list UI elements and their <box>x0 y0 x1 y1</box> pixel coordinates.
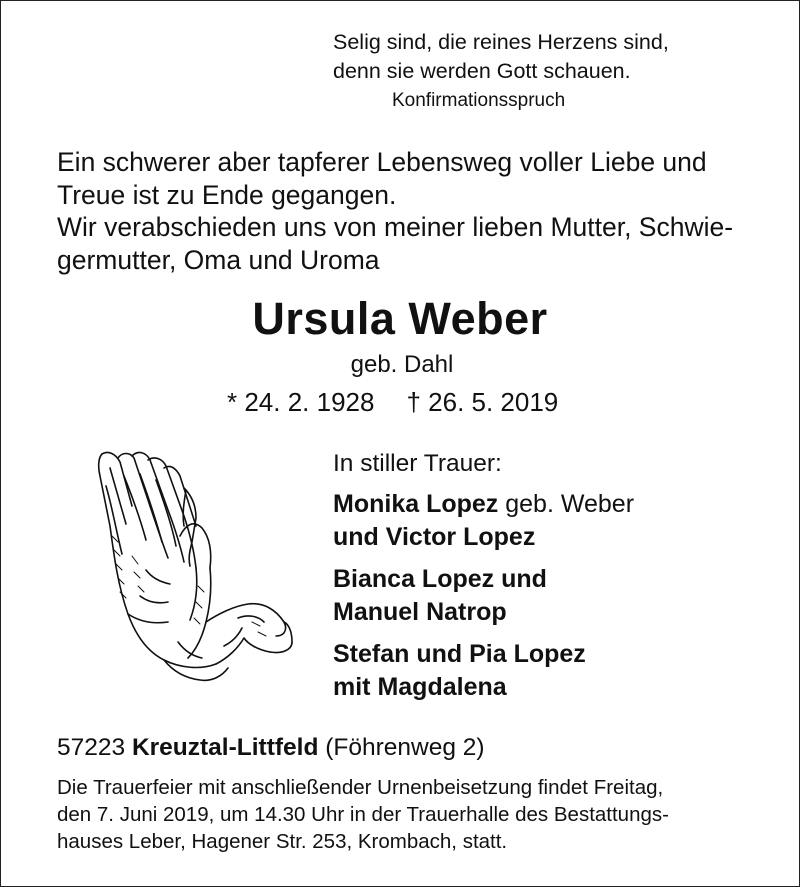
mourner-line <box>333 488 634 521</box>
intro-line: Ein schwerer aber tapferer Lebensweg voller Liebe und <box>57 147 707 177</box>
mourner-line: Stefan und Pia Lopez <box>333 640 586 668</box>
mourner-name: Monika Lopez <box>333 490 499 518</box>
mourner-line: Manuel Natrop <box>333 597 507 626</box>
address-line <box>57 734 485 762</box>
service-info <box>57 774 669 855</box>
life-dates <box>227 387 558 418</box>
bible-verse <box>333 28 669 86</box>
mourners-list <box>333 488 634 713</box>
maiden-name: geb. Dahl <box>350 351 454 378</box>
intro-line: Wir verabschieden uns von meiner lieben Mutter, Schwie- <box>57 212 734 242</box>
birth-date: * 24. 2. 1928 <box>227 387 375 417</box>
mourner-note: geb. Weber <box>498 490 635 518</box>
street: (Föhrenweg 2) <box>318 734 485 761</box>
intro-text <box>57 146 733 276</box>
city: Kreuztal-Littfeld <box>131 734 319 761</box>
verse-line: Selig sind, die reines Herzens sind, <box>333 30 669 54</box>
praying-hands-icon <box>88 446 294 688</box>
verse-source: Konfirmationsspruch <box>392 90 566 111</box>
mourner-group <box>333 488 634 553</box>
mourner-group <box>333 563 634 628</box>
intro-line: Treue ist zu Ende gegangen. <box>57 179 397 210</box>
mourner-line: mit Magdalena <box>333 672 507 701</box>
intro-line: germutter, Oma und Uroma <box>57 244 380 275</box>
mourner-line: Bianca Lopez und <box>333 565 547 593</box>
death-date: † 26. 5. 2019 <box>406 387 559 417</box>
verse-line: denn sie werden Gott schauen. <box>333 59 631 83</box>
deceased-name: Ursula Weber <box>252 293 548 344</box>
service-line: Die Trauerfeier mit anschließender Urnenbeisetzung findet Freitag, <box>57 776 664 799</box>
zip-code: 57223 <box>57 734 132 761</box>
service-line: den 7. Juni 2019, um 14.30 Uhr in der Trauerhalle des Bestattungs- <box>57 803 669 826</box>
mourner-group <box>333 638 634 703</box>
mourner-line: und Victor Lopez <box>333 522 536 551</box>
mourners-heading: In stiller Trauer: <box>333 450 502 477</box>
service-line: hauses Leber, Hagener Str. 253, Krombach, statt. <box>57 830 508 853</box>
